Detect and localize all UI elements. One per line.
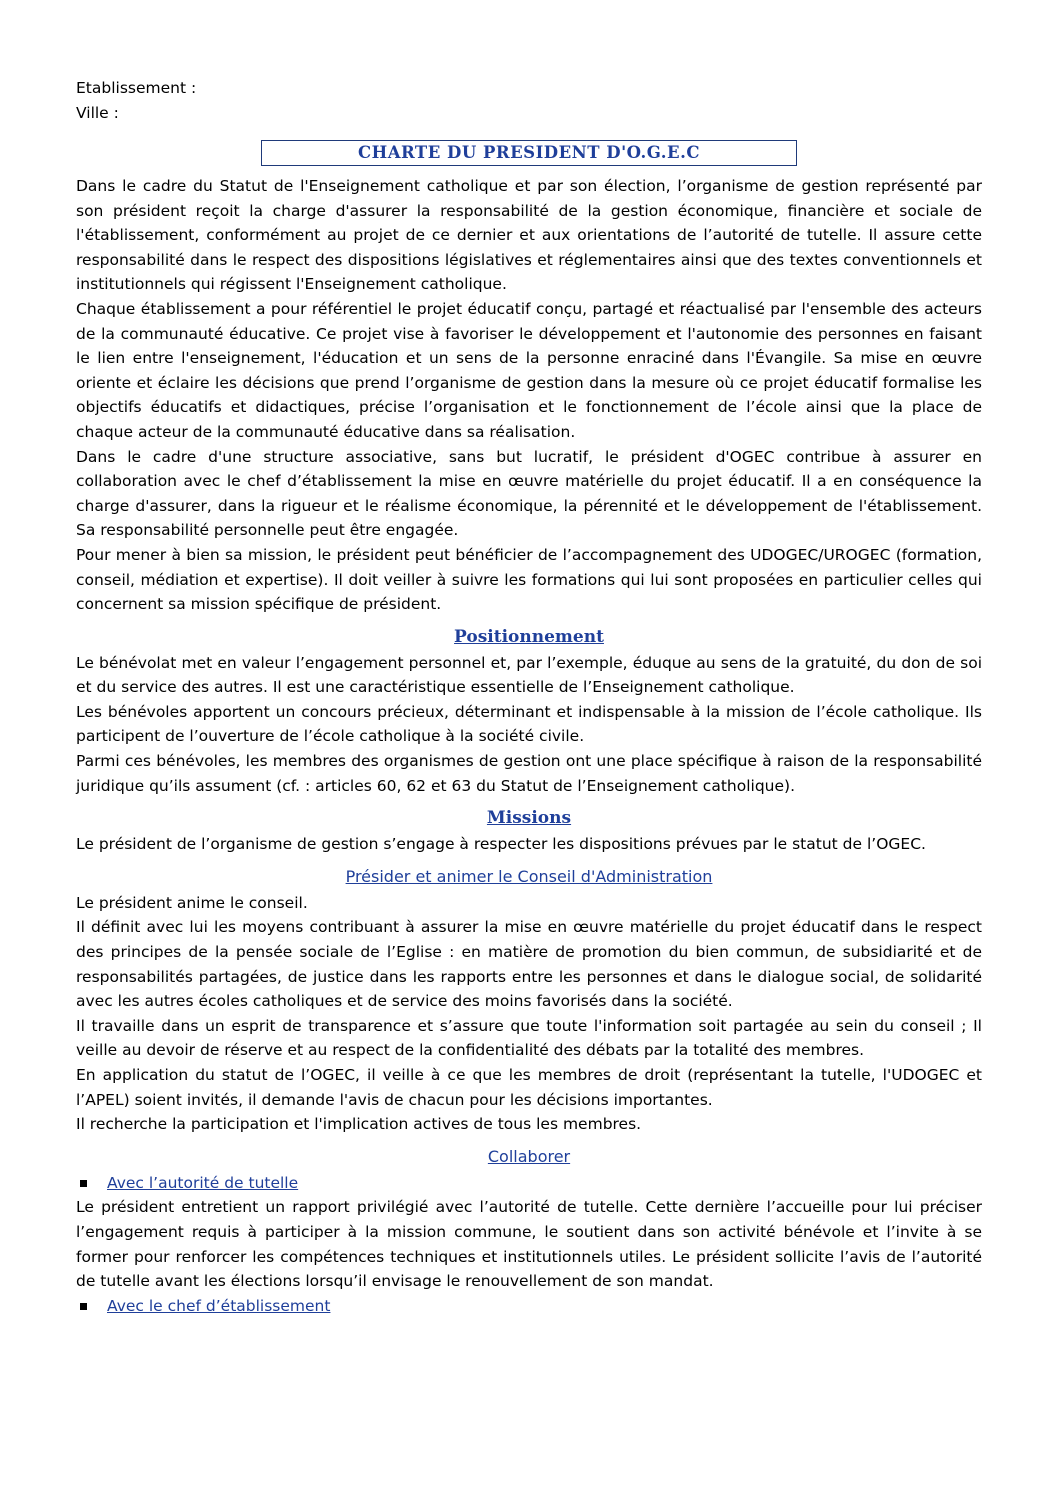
presider-section bbox=[76, 891, 982, 1137]
collaborer-heading: Collaborer bbox=[487, 1146, 571, 1166]
ville-label: Ville : bbox=[76, 104, 119, 122]
presider-paragraph: En application du statut de l’OGEC, il veille à ce que les membres de droit (représentant la tutelle, l'UDOGEC et l’APEL) soient invités, il demande l'avis de chacun pour les décisions importantes. bbox=[76, 1066, 982, 1109]
positionnement-paragraph: Parmi ces bénévoles, les membres des organismes de gestion ont une place spécifique à raison de la responsabilité juridique qu’ils assument (cf. : articles 60, 62 et 63 du Statut de l’Enseignement catholique). bbox=[76, 752, 982, 795]
presider-paragraph: Il travaille dans un esprit de transparence et s’assure que toute l'information soit partagée au sein du conseil ; Il veille au devoir de réserve et au respect de la confidentialité des débats par la totalité des membres. bbox=[76, 1016, 982, 1060]
collaborer-section bbox=[76, 1171, 982, 1319]
intro-paragraph: Chaque établissement a pour référentiel le projet éducatif conçu, partagé et réactualisé par l'ensemble des acteurs de la communauté éducative. Ce projet vise à favoriser le développement et l'autonomie des personnes en faisant le lien entre l'enseignement, l'éducation et un sens de la personne enraciné dans l'Évangile. Sa mise en œuvre oriente et éclaire les décisions que prend l’organisme de gestion dans la mesure où ce projet éducatif formalise les objectifs éducatifs et didactiques, précise l’organisation et le fonctionnement de l’école ainsi que la place de chaque acteur de la communauté éducative dans sa réalisation. bbox=[76, 299, 982, 441]
document-header bbox=[76, 76, 982, 126]
square-bullet-icon bbox=[80, 1180, 87, 1187]
presider-paragraph: Il définit avec lui les moyens contribuant à assurer la mise en œuvre matérielle du projet éducatif dans le respect des principes de la pensée sociale de l’Eglise : en matière de promotion du bien commun, de subsidiarité et de responsabilités partagées, de justice dans les rapports entre les personnes et dans le dialogue social, de solidarité avec les autres écoles catholiques et de service des moins favorisés dans la société. bbox=[76, 918, 982, 1011]
missions-heading: Missions bbox=[486, 808, 572, 829]
title-box bbox=[261, 140, 797, 166]
positionnement-heading: Positionnement bbox=[454, 626, 604, 647]
document-title: CHARTE DU PRESIDENT D'O.G.E.C bbox=[357, 143, 701, 162]
collaborer-paragraph: Le président entretient un rapport privilégié avec l’autorité de tutelle. Cette dernière l’accueille pour lui préciser l’engagement requis à participer à la mission commune, le soutient dans son activité bénévole et l’invite à se former pour renforcer les compétences techniques et institutionnels utiles. Le président sollicite l’avis de l’autorité de tutelle avant les élections lorsqu’il envisage le renouvellement de son mandat. bbox=[76, 1198, 982, 1291]
intro-paragraph: Dans le cadre d'une structure associative, sans but lucratif, le président d'OGEC contribue à assurer en collaboration avec le chef d’établissement la mise en œuvre matérielle du projet éducatif. Il a en conséquence la charge d'assurer, dans la rigueur et le réalisme économique, la pérennité et le développement de l'établissement. Sa responsabilité personnelle peut être engagée. bbox=[76, 447, 982, 540]
presider-paragraph: Il recherche la participation et l'implication actives de tous les membres. bbox=[76, 1115, 642, 1134]
bullet-item-tutelle bbox=[80, 1171, 982, 1196]
document-page bbox=[76, 76, 982, 1318]
missions-paragraph: Le président de l’organisme de gestion s’engage à respecter les dispositions prévues par le statut de l’OGEC. bbox=[76, 835, 926, 854]
chef-subheading: Avec le chef d’établissement bbox=[107, 1296, 331, 1315]
intro-paragraph: Pour mener à bien sa mission, le président peut bénéficier de l’accompagnement des UDOGEC/UROGEC (formation, conseil, médiation et expertise). Il doit veiller à suivre les formations qui lui sont proposées en particulier celles qui concernent sa mission spécifique de président. bbox=[76, 545, 982, 614]
intro-paragraph: Dans le cadre du Statut de l'Enseignement catholique et par son élection, l’organisme de gestion représenté par son président reçoit la charge d'assurer la responsabilité de la gestion économique, financière et sociale de l'établissement, conformément au projet de ce dernier et aux orientations de l’autorité de tutelle. Il assure cette responsabilité dans le respect des dispositions législatives et réglementaires ainsi que des textes conventionnels et institutionnels qui régissent l'Enseignement catholique. bbox=[76, 177, 982, 294]
presider-heading: Présider et animer le Conseil d'Administration bbox=[345, 866, 713, 886]
etablissement-label: Etablissement : bbox=[76, 79, 197, 97]
intro-section bbox=[76, 174, 982, 617]
positionnement-paragraph: Le bénévolat met en valeur l’engagement personnel et, par l’exemple, éduque au sens de la gratuité, du don de soi et du service des autres. Il est une caractéristique essentielle de l’Enseignement catholique. bbox=[76, 653, 982, 697]
positionnement-section bbox=[76, 651, 982, 799]
tutelle-subheading: Avec l’autorité de tutelle bbox=[107, 1173, 299, 1192]
positionnement-paragraph: Les bénévoles apportent un concours précieux, déterminant et indispensable à la mission de l’école catholique. Ils participent de l’ouverture de l’école catholique à la société civile. bbox=[76, 702, 982, 746]
bullet-item-chef bbox=[80, 1294, 982, 1319]
square-bullet-icon bbox=[80, 1303, 87, 1310]
presider-paragraph: Le président anime le conseil. bbox=[76, 893, 308, 912]
